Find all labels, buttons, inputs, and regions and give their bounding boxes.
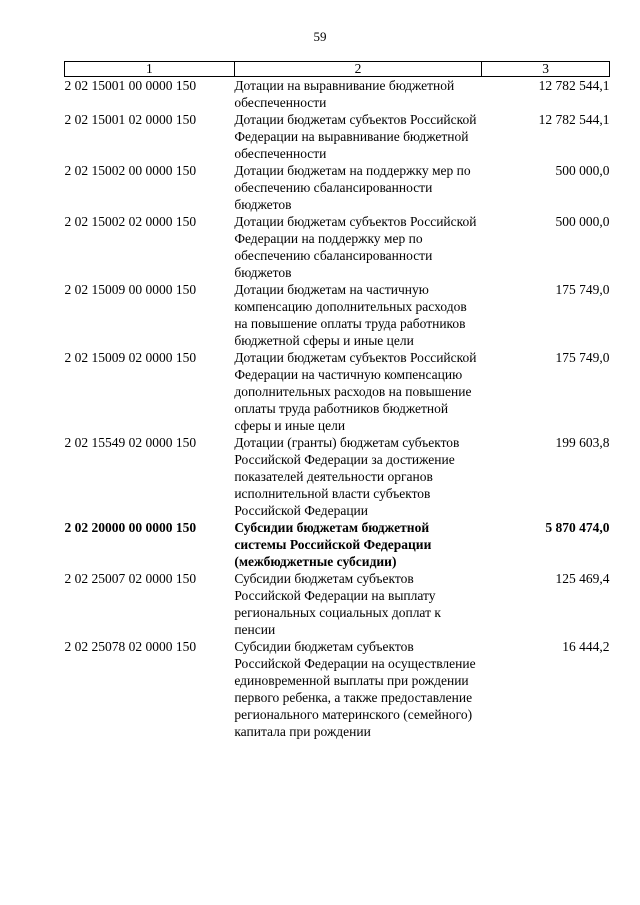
item-name-cell: Субсидии бюджетам субъектов Российской Федерации на выплату региональных социальных доплат к пенсии xyxy=(234,571,441,637)
table-row xyxy=(65,570,610,638)
table-row xyxy=(65,638,610,740)
table-row xyxy=(65,213,610,281)
amount-cell: 16 444,2 xyxy=(562,639,610,654)
budget-code-cell: 2 02 25007 02 0000 150 xyxy=(64,571,197,586)
column-header-2: 2 xyxy=(234,62,481,77)
budget-code-cell: 2 02 15009 00 0000 150 xyxy=(64,282,197,297)
budget-code-cell: 2 02 15002 00 0000 150 xyxy=(64,163,197,178)
amount-cell: 175 749,0 xyxy=(555,282,610,297)
amount-cell: 12 782 544,1 xyxy=(538,78,610,93)
amount-cell: 5 870 474,0 xyxy=(545,520,610,535)
item-name-cell: Дотации бюджетам на поддержку мер по обеспечению сбалансированности бюджетов xyxy=(234,163,471,212)
item-name-cell: Дотации бюджетам на частичную компенсацию дополнительных расходов на повышение оплаты труда работников бюджетной сферы и иные цели xyxy=(234,282,467,348)
budget-code-cell: 2 02 15001 00 0000 150 xyxy=(64,78,197,93)
amount-cell: 199 603,8 xyxy=(555,435,610,450)
table-row xyxy=(65,77,610,112)
amount-cell: 175 749,0 xyxy=(555,350,610,365)
table-row xyxy=(65,434,610,519)
budget-code-cell: 2 02 25078 02 0000 150 xyxy=(64,639,197,654)
item-name-cell: Дотации на выравнивание бюджетной обеспеченности xyxy=(234,78,455,110)
budget-code-cell: 2 02 15002 02 0000 150 xyxy=(64,214,197,229)
item-name-cell: Субсидии бюджетам субъектов Российской Федерации на осуществление единовременной выплаты при рождении первого ребенка, а также предоставление регионального материнского (семейного) капитала при рождении xyxy=(234,639,476,739)
item-name-cell: Дотации бюджетам субъектов Российской Федерации на поддержку мер по обеспечению сбалансированности бюджетов xyxy=(234,214,477,280)
budget-code-cell: 2 02 15001 02 0000 150 xyxy=(64,112,197,127)
table-row xyxy=(65,162,610,213)
budget-code-cell: 2 02 15549 02 0000 150 xyxy=(64,435,197,450)
table-row xyxy=(65,111,610,162)
column-number-header-row xyxy=(65,62,610,77)
table-row xyxy=(65,519,610,570)
amount-cell: 500 000,0 xyxy=(555,214,610,229)
table-row xyxy=(65,281,610,349)
budget-code-cell: 2 02 15009 02 0000 150 xyxy=(64,350,197,365)
budget-table-body xyxy=(65,62,610,741)
amount-cell: 12 782 544,1 xyxy=(538,112,610,127)
column-header-3: 3 xyxy=(482,62,610,77)
budget-table xyxy=(64,61,610,740)
item-name-cell: Дотации (гранты) бюджетам субъектов Российской Федерации за достижение показателей деятельности органов исполнительной власти субъектов Российской Федерации xyxy=(234,435,460,518)
amount-cell: 125 469,4 xyxy=(555,571,610,586)
table-row xyxy=(65,349,610,434)
item-name-cell: Дотации бюджетам субъектов Российской Федерации на частичную компенсацию дополнительных расходов на повышение оплаты труда работников бюджетной сферы и иные цели xyxy=(234,350,477,433)
page-number: 59 xyxy=(313,29,327,44)
item-name-cell: Субсидии бюджетам бюджетной системы Российской Федерации (межбюджетные субсидии) xyxy=(234,520,432,569)
amount-cell: 500 000,0 xyxy=(555,163,610,178)
column-header-1: 1 xyxy=(65,62,235,77)
budget-code-cell: 2 02 20000 00 0000 150 xyxy=(64,520,197,535)
item-name-cell: Дотации бюджетам субъектов Российской Федерации на выравнивание бюджетной обеспеченности xyxy=(234,112,477,161)
